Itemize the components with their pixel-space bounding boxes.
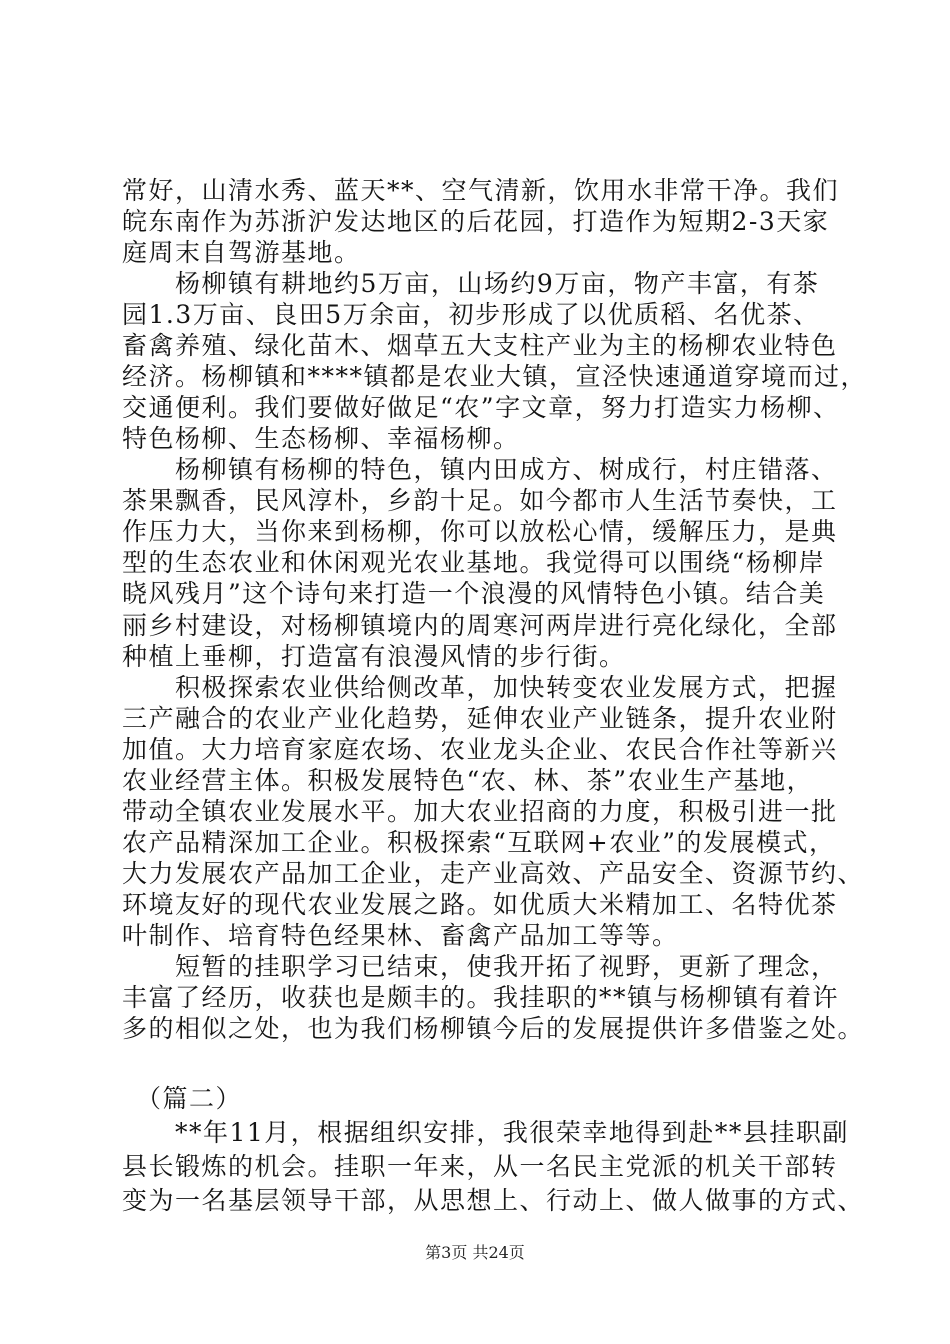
text-line: 叶制作、培育特色经果林、畜禽产品加工等等。 (122, 921, 679, 950)
text-line: 畜禽养殖、绿化苗木、烟草五大支柱产业为主的杨柳农业特色 (122, 331, 838, 360)
text-line: 丽乡村建设，对杨柳镇境内的周寒河两岸进行亮化绿化，全部 (122, 611, 838, 640)
text-line: 型的生态农业和休闲观光农业基地。我觉得可以围绕“杨柳岸 (122, 548, 826, 577)
paragraph-first-line: 杨柳镇有杨柳的特色，镇内田成方、树成行，村庄错落、 (122, 455, 838, 484)
text-line: 作压力大，当你来到杨柳，你可以放松心情，缓解压力，是典 (122, 517, 838, 546)
paragraph-first-line: 杨柳镇有耕地约5万亩，山场约9万亩，物产丰富，有茶 (122, 269, 820, 298)
paragraph-first-line: 短暂的挂职学习已结束，使我开拓了视野，更新了理念， (122, 952, 838, 981)
paragraph-first-line: 积极探索农业供给侧改革，加快转变农业发展方式，把握 (122, 673, 838, 702)
text-line: 常好，山清水秀、蓝天**、空气清新，饮用水非常干净。我们 (122, 176, 840, 205)
section-heading: （篇二） (122, 1084, 243, 1113)
text-line: 园1.3万亩、良田5万余亩，初步形成了以优质稻、名优茶、 (122, 300, 820, 329)
text-line: 茶果飘香，民风淳朴，乡韵十足。如今都市人生活节奏快，工 (122, 486, 838, 515)
text-line: 带动全镇农业发展水平。加大农业招商的力度，积极引进一批 (122, 797, 838, 826)
text-line: 皖东南作为苏浙沪发达地区的后花园，打造作为短期2-3天家 (122, 207, 830, 236)
text-line: 环境友好的现代农业发展之路。如优质大米精加工、名特优茶 (122, 890, 838, 919)
text-line: 庭周末自驾游基地。 (122, 238, 361, 267)
text-line: 种植上垂柳，打造富有浪漫风情的步行街。 (122, 642, 626, 671)
text-line: 三产融合的农业产业化趋势，延伸农业产业链条，提升农业附 (122, 704, 838, 733)
text-line: 晓风残月”这个诗句来打造一个浪漫的风情特色小镇。结合美 (122, 579, 826, 608)
text-line: 加值。大力培育家庭农场、农业龙头企业、农民合作社等新兴 (122, 735, 838, 764)
text-line: 交通便利。我们要做好做足“农”字文章，努力打造实力杨柳、 (122, 393, 840, 422)
text-line: 丰富了经历，收获也是颇丰的。我挂职的**镇与杨柳镇有着许 (122, 983, 840, 1012)
text-line: 农业经营主体。积极发展特色“农、林、茶”农业生产基地， (122, 766, 814, 795)
text-line: 变为一名基层领导干部，从思想上、行动上、做人做事的方式、 (122, 1186, 865, 1215)
text-line: 县长锻炼的机会。挂职一年来，从一名民主党派的机关干部转 (122, 1152, 838, 1181)
text-line: 农产品精深加工企业。积极探索“互联网+农业”的发展模式， (122, 828, 836, 857)
text-line: 经济。杨柳镇和****镇都是农业大镇，宣泾快速通道穿境而过， (122, 362, 868, 391)
text-line: 多的相似之处，也为我们杨柳镇今后的发展提供许多借鉴之处。 (122, 1014, 865, 1043)
page-footer: 第3页 共24页 (425, 1243, 525, 1262)
text-line: 大力发展农产品加工企业，走产业高效、产品安全、资源节约、 (122, 859, 865, 888)
paragraph-first-line: **年11月，根据组织安排，我很荣幸地得到赴**县挂职副 (122, 1118, 849, 1147)
text-line: 特色杨柳、生态杨柳、幸福杨柳。 (122, 424, 520, 453)
